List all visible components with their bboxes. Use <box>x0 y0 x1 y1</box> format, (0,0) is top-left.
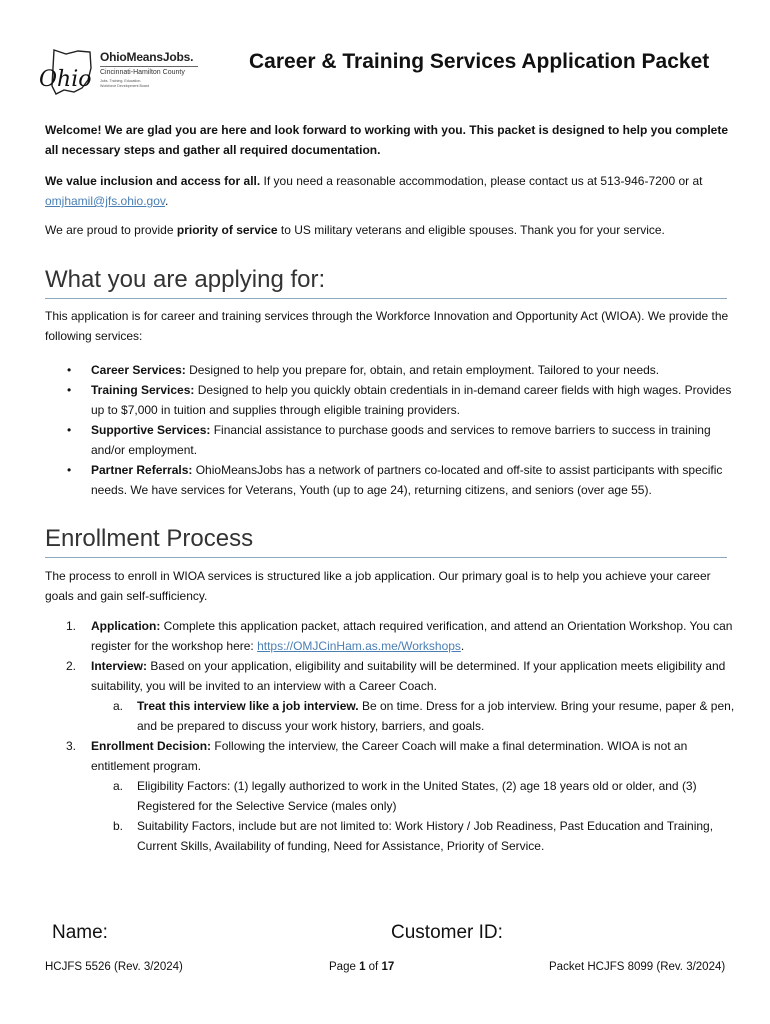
priority-pre: We are proud to provide <box>45 223 177 237</box>
list-item <box>45 656 735 736</box>
name-field-label: Name: <box>52 922 108 943</box>
inclusion-bold-text: We value inclusion and access for all. <box>45 174 261 188</box>
list-item <box>45 360 735 380</box>
page-current: 1 <box>359 961 366 973</box>
service-label: Career Services: <box>91 363 186 377</box>
service-text: Designed to help you quickly obtain credentials in in-demand career fields with high wages. Provides up to $7,000 in tuition and supplies through eligible training providers. <box>91 383 732 417</box>
footer-page-number <box>329 961 394 973</box>
list-item <box>45 380 735 420</box>
substep-label: Treat this interview like a job interview. <box>137 699 359 713</box>
step-label: Application: <box>91 619 161 633</box>
step-label: Enrollment Decision: <box>91 739 212 753</box>
logo-script-text: Ohio <box>39 67 92 92</box>
service-label: Supportive Services: <box>91 423 211 437</box>
bullet-icon: • <box>67 363 72 377</box>
logo-tagline: Jobs. Training. Education. <box>100 79 142 83</box>
priority-paragraph <box>45 220 733 240</box>
customer-id-field-label: Customer ID: <box>391 922 503 943</box>
document-title: Career & Training Services Application Packet <box>249 50 710 73</box>
applying-heading: What you are applying for: <box>45 266 326 293</box>
inclusion-paragraph <box>45 171 733 211</box>
inclusion-end: . <box>165 194 169 208</box>
logo-county-name: Cincinnati-Hamilton County <box>100 69 185 76</box>
service-text: Designed to help you prepare for, obtain, and retain employment. Tailored to your needs. <box>185 363 660 377</box>
footer-form-number: HCJFS 5526 (Rev. 3/2024) <box>45 961 183 973</box>
substep-letter: b. <box>113 819 124 833</box>
logo-divider <box>100 66 198 67</box>
step-number: 1. <box>66 619 77 633</box>
step-text: Based on your application, eligibility and suitability will be determined. If your application meets eligibility and suitability, you will be invited to an interview with a Career Coach. <box>91 659 726 693</box>
bullet-icon: • <box>67 383 72 397</box>
substep-letter: a. <box>113 699 124 713</box>
substep-text: Eligibility Factors: (1) legally authorized to work in the United States, (2) age 18 years old or older, and (3) Registered for the Selective Service (males only) <box>137 779 697 813</box>
priority-post: to US military veterans and eligible spouses. Thank you for your service. <box>277 223 665 237</box>
step-number: 2. <box>66 659 77 673</box>
service-text: OhioMeansJobs has a network of partners co-located and off-site to assist participants with specific needs. We have services for Veterans, Youth (up to age 24), returning citizens, and seniors (over age 55). <box>91 463 723 497</box>
service-label: Training Services: <box>91 383 195 397</box>
step-end: . <box>460 639 465 653</box>
list-item <box>91 696 735 736</box>
step-text: Complete this application packet, attach required verification, and attend an Orientation Workshop. You can register for the workshop here: <box>91 619 733 653</box>
step-label: Interview: <box>91 659 148 673</box>
list-item <box>45 736 735 856</box>
substep-text: Be on time. Dress for a job interview. Bring your resume, paper & pen, and be prepared to discuss your work history, barriers, and goals. <box>137 699 735 733</box>
step-text: Following the interview, the Career Coach will make a final determination. WIOA is not an entitlement program. <box>91 739 688 773</box>
email-link[interactable]: omjhamil@jfs.ohio.gov <box>45 194 166 208</box>
page-total: 17 <box>381 961 395 973</box>
welcome-paragraph: Welcome! We are glad you are here and look forward to working with you. This packet is designed to help you complete all necessary steps and gather all required documentation. <box>45 123 729 157</box>
ohio-state-outline-icon <box>38 48 100 98</box>
applying-intro: This application is for career and training services through the Workforce Innovation and Opportunity Act (WIOA). We provide the following services: <box>45 309 729 343</box>
bullet-icon: • <box>67 463 72 477</box>
bullet-icon: • <box>67 423 72 437</box>
logo-tagline-2: Workforce Development Board <box>100 84 150 88</box>
decision-substeps <box>91 776 735 856</box>
services-list <box>45 360 735 500</box>
interview-substeps <box>91 696 735 736</box>
list-item <box>45 420 735 460</box>
service-label: Partner Referrals: <box>91 463 193 477</box>
inclusion-text: If you need a reasonable accommodation, please contact us at 513-946-7200 or at <box>260 174 703 188</box>
enrollment-intro: The process to enroll in WIOA services is structured like a job application. Our primary goal is to help you achieve your career goals and gain self-sufficiency. <box>45 569 711 603</box>
enrollment-heading: Enrollment Process <box>45 525 254 552</box>
page-of: of <box>365 961 382 973</box>
substep-letter: a. <box>113 779 124 793</box>
ohiomeansjobs-logo <box>38 48 208 98</box>
applying-heading-rule <box>45 298 727 299</box>
list-item <box>91 776 735 816</box>
enrollment-steps <box>45 616 735 856</box>
priority-bold-text: priority of service <box>176 223 278 237</box>
list-item <box>45 460 735 500</box>
step-number: 3. <box>66 739 77 753</box>
list-item <box>45 616 735 656</box>
service-text: Financial assistance to purchase goods and services to remove barriers to success in training and/or employment. <box>91 423 711 457</box>
logo-brand-name: OhioMeansJobs. <box>100 50 194 64</box>
list-item <box>91 816 735 856</box>
substep-text: Suitability Factors, include but are not limited to: Work History / Job Readiness, Past Education and Training, Current Skills, Availability of funding, Need for Assistance, Priority of Service. <box>137 819 714 853</box>
enrollment-heading-rule <box>45 557 727 558</box>
page-word: Page <box>329 961 360 973</box>
workshop-link[interactable]: https://OMJCinHam.as.me/Workshops <box>257 639 461 653</box>
footer-packet-number: Packet HCJFS 8099 (Rev. 3/2024) <box>549 961 726 973</box>
